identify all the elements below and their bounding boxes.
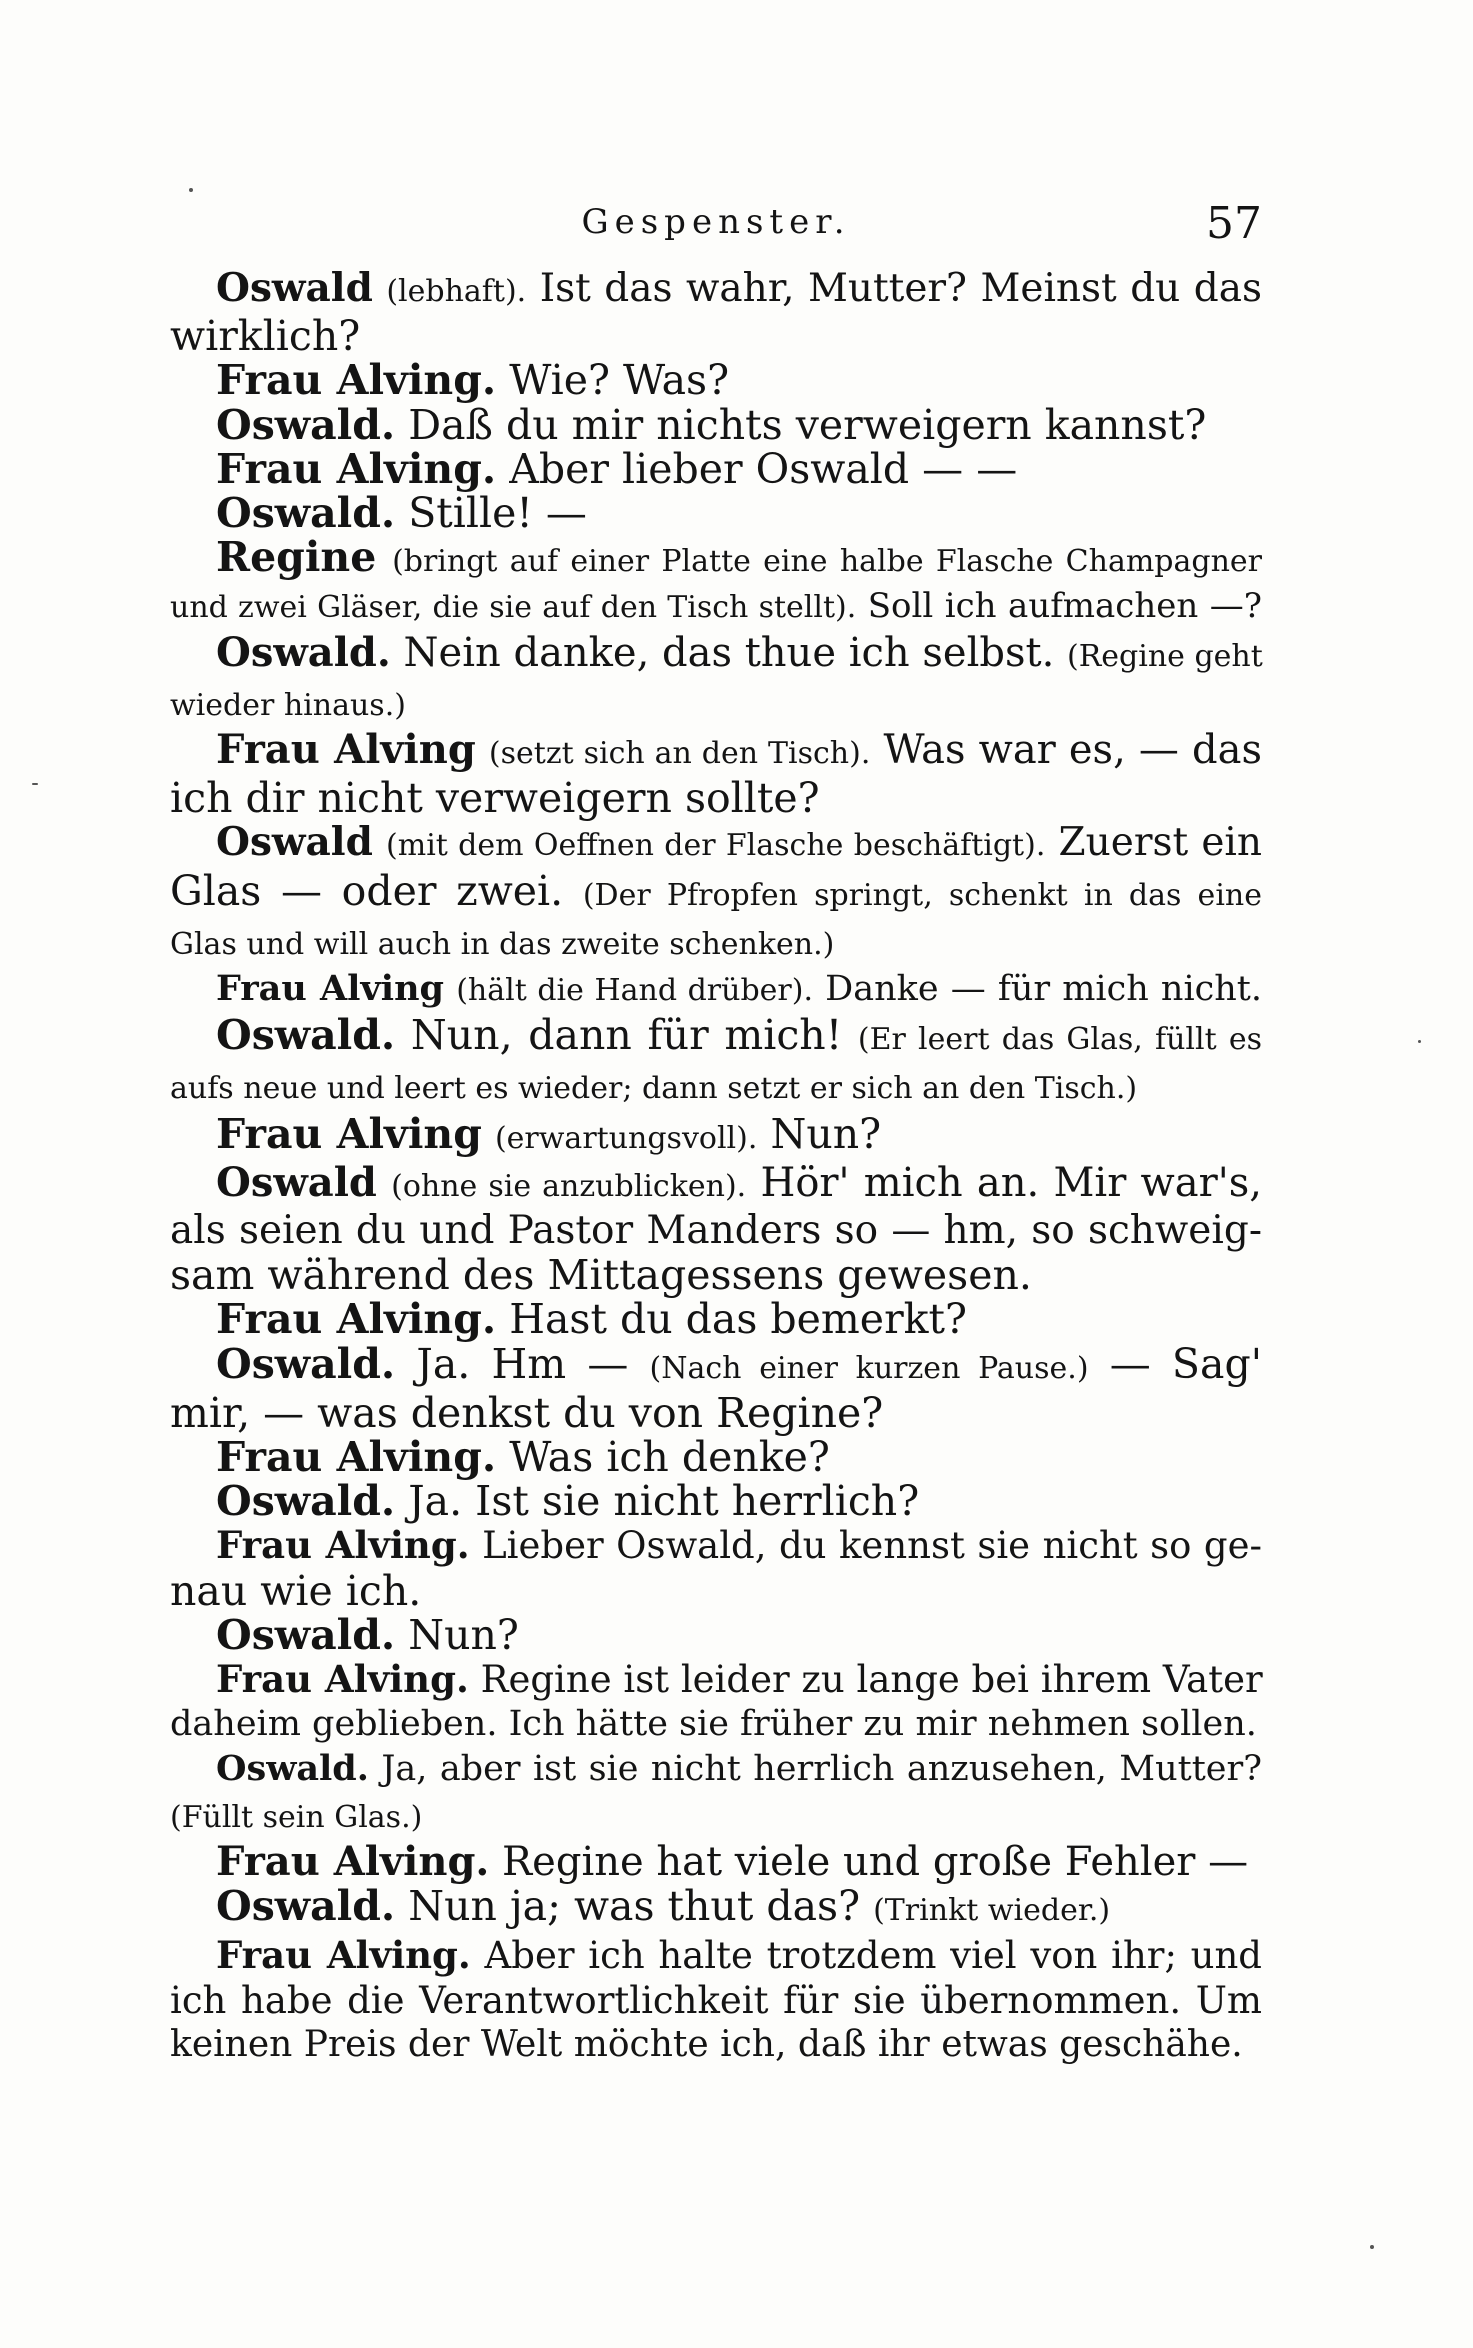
text-line: [170, 1388, 1262, 1437]
text-line: [170, 356, 1262, 405]
text-line: [170, 1209, 1262, 1253]
speaker-name: Frau Alving: [216, 726, 476, 774]
speaker-name: Oswald.: [216, 1747, 369, 1789]
print-speck: [1370, 2245, 1374, 2249]
text-line: [170, 728, 1262, 776]
page-header: [170, 198, 1262, 258]
speaker-name: Oswald.: [216, 1011, 396, 1060]
text-line: [170, 1702, 1262, 1746]
dialogue-text: Regine hat viele und große Fehler —: [489, 1838, 1249, 1885]
running-title: Gespenster.: [581, 202, 851, 242]
dialogue-text: Ja. Hm —: [395, 1339, 650, 1388]
dialogue-text: Was war es, — das: [870, 727, 1262, 774]
speaker-name: Oswald.: [216, 1882, 396, 1931]
dialogue-text: daheim geblieben. Ich hätte sie früher zu mir nehmen sollen.: [170, 1704, 1257, 1745]
dialogue-paragraph: [170, 1884, 1262, 1933]
speaker-name: Frau Alving.: [216, 1933, 471, 1978]
speaker-name: Frau Alving.: [216, 1837, 490, 1885]
text-line: [170, 1109, 1262, 1161]
text-line: [170, 1837, 1262, 1885]
dialogue-text: Hör' mich an. Mir war's,: [746, 1159, 1263, 1206]
text-line: [170, 1339, 1262, 1391]
text-line: [170, 1013, 1262, 1062]
speaker-name: Oswald.: [216, 489, 396, 538]
dialogue-paragraph: [170, 726, 1262, 823]
speaker-name: Regine: [216, 533, 377, 582]
dialogue-text: — Sag': [1088, 1339, 1262, 1388]
stage-direction: (lebhaft).: [386, 274, 527, 309]
dialogue-paragraph: [170, 1477, 1262, 1526]
stage-direction: aufs neue und leert es wieder; dann setzt er sich an den Tisch.): [170, 1071, 1138, 1107]
dialogue-paragraph: [170, 820, 1262, 967]
print-speck: [1418, 1040, 1421, 1043]
dialogue-text: mir, — was denkst du von Regine?: [170, 1388, 884, 1437]
dialogue-paragraph: [170, 628, 1263, 728]
dialogue-paragraph: [170, 1295, 1262, 1344]
dialogue-text: [377, 1160, 391, 1206]
speaker-name: Oswald.: [216, 1610, 396, 1659]
text-line: [170, 1523, 1262, 1568]
dialogue-text: [373, 820, 386, 865]
dialogue-paragraph: [170, 1158, 1263, 1300]
text-line: [170, 400, 1262, 449]
stage-direction: (Trinkt wieder.): [873, 1893, 1111, 1929]
speaker-name: Frau Alving.: [216, 1657, 469, 1702]
stage-direction: (Füllt sein Glas.): [170, 1799, 423, 1835]
speaker-name: Frau Alving.: [216, 444, 497, 493]
dialogue-paragraph: [170, 1339, 1262, 1437]
text-line: [170, 266, 1262, 314]
dialogue-paragraph: [170, 1933, 1262, 2067]
dialogue-paragraph: [170, 1433, 1262, 1482]
text-line: [170, 312, 1262, 361]
dialogue-paragraph: [170, 1837, 1262, 1885]
stage-direction: (mit dem Oeffnen der Flasche beschäftigt).: [386, 828, 1046, 864]
text-line: [170, 774, 1262, 823]
dialogue-text: [376, 533, 392, 581]
print-speck: [32, 783, 38, 785]
text-line: [170, 1158, 1263, 1209]
stage-direction: (ohne sie anzublicken).: [391, 1168, 747, 1204]
dialogue-paragraph: [170, 1747, 1262, 1840]
dialogue-text: Stille! —: [395, 489, 587, 538]
text-line: [170, 1979, 1262, 2023]
dialogue-text: [444, 969, 456, 1009]
dialogue-paragraph: [170, 967, 1262, 1013]
text-line: [170, 444, 1262, 493]
speaker-name: Frau Alving.: [216, 1433, 497, 1482]
text-line: [170, 679, 1262, 728]
text-line: [170, 1933, 1262, 1978]
text-line: [170, 1566, 1262, 1615]
dialogue-text: Nun?: [757, 1109, 882, 1158]
dialogue-paragraph: [170, 400, 1262, 449]
text-line: [170, 1251, 1262, 1300]
dialogue-text: Daß du mir nichts verweigern kannst?: [395, 400, 1207, 449]
dialogue-text: wirklich?: [170, 312, 361, 361]
text-line: [170, 2023, 1262, 2067]
dialogue-paragraph: [170, 444, 1262, 493]
dialogue-text: Lieber Oswald, du kennst sie nicht so ge-: [469, 1524, 1262, 1568]
speaker-name: Frau Alving: [216, 1109, 482, 1158]
text-line: [170, 1884, 1262, 1933]
speaker-name: Frau Alving.: [216, 1295, 497, 1344]
dialogue-text: Regine ist leider zu lange bei ihrem Vater: [468, 1658, 1263, 1702]
text-line: [170, 1747, 1262, 1791]
text-line: [170, 967, 1262, 1013]
dialogue-text: [373, 266, 386, 311]
dialogue-text: sam während des Mittagessens gewesen.: [170, 1251, 1032, 1300]
stage-direction: (Er leert das Glas, füllt es: [857, 1022, 1262, 1058]
dialogue-text: keinen Preis der Welt möchte ich, daß ihr etwas geschähe.: [170, 2023, 1243, 2065]
dialogue-text: ich habe die Verantwortlichkeit für sie übernommen. Um: [170, 1978, 1262, 2022]
text-line: [170, 1657, 1262, 1702]
text-line: [170, 628, 1263, 679]
speaker-name: Oswald.: [216, 400, 396, 449]
dialogue-text: ich dir nicht verweigern sollte?: [170, 774, 820, 823]
dialogue-text: nau wie ich.: [170, 1566, 422, 1615]
text-line: [170, 918, 1262, 967]
text-line: [170, 584, 1262, 630]
stage-direction: wieder hinaus.): [170, 687, 406, 723]
text-line: [170, 1433, 1262, 1482]
play-text: [170, 266, 1262, 2067]
dialogue-paragraph: [170, 265, 1262, 361]
dialogue-text: Nun ja; was thut das?: [395, 1882, 874, 1931]
dialogue-paragraph: [170, 489, 1262, 538]
dialogue-paragraph: [170, 1610, 1262, 1659]
speaker-name: Oswald.: [216, 628, 391, 676]
dialogue-text: [476, 727, 489, 773]
dialogue-text: Danke — für mich nicht.: [813, 969, 1262, 1010]
dialogue-text: Aber lieber Oswald — —: [496, 444, 1018, 493]
speaker-name: Oswald: [216, 265, 373, 311]
dialogue-text: Zuerst ein: [1045, 820, 1263, 866]
dialogue-paragraph: [170, 1013, 1262, 1111]
dialogue-paragraph: [170, 356, 1262, 405]
speaker-name: Frau Alving: [216, 968, 445, 1010]
dialogue-text: Ist das wahr, Mutter? Meinst du das: [526, 266, 1262, 311]
text-line: [170, 820, 1262, 868]
speaker-name: Oswald.: [216, 1339, 396, 1388]
dialogue-text: Aber ich halte trotzdem viel von ihr; und: [470, 1934, 1262, 1978]
speaker-name: Frau Alving.: [216, 1523, 470, 1568]
stage-direction: (erwartungsvoll).: [494, 1120, 758, 1156]
dialogue-paragraph: [170, 1109, 1262, 1161]
dialogue-text: [482, 1110, 495, 1158]
dialogue-text: Soll ich aufmachen —?: [856, 586, 1262, 627]
stage-direction: (Nach einer kurzen Pause.): [649, 1350, 1089, 1386]
text-line: [170, 1791, 1262, 1840]
stage-direction: (Der Pfropfen springt, schenkt in das eine: [582, 877, 1262, 913]
dialogue-text: Nein danke, das thue ich selbst.: [390, 629, 1068, 676]
dialogue-text: Ja. Ist sie nicht herrlich?: [395, 1477, 920, 1526]
stage-direction: und zwei Gläser, die sie auf den Tisch stellt).: [170, 590, 857, 626]
text-line: [170, 1477, 1262, 1526]
page-number: 57: [1206, 198, 1262, 249]
text-line: [170, 489, 1262, 538]
text-line: [170, 1610, 1262, 1659]
stage-direction: (setzt sich an den Tisch).: [488, 736, 871, 772]
speaker-name: Oswald.: [216, 1477, 396, 1526]
dialogue-text: Was ich denke?: [496, 1433, 830, 1482]
dialogue-text: Ja, aber ist sie nicht herrlich anzusehen, Mutter?: [368, 1748, 1262, 1789]
stage-direction: (bringt auf einer Platte eine halbe Flasche Champagner: [392, 544, 1262, 580]
print-speck: [189, 188, 193, 192]
dialogue-paragraph: [170, 535, 1262, 630]
speaker-name: Oswald: [216, 819, 373, 866]
dialogue-text: als seien du und Pastor Manders so — hm, so schweig-: [170, 1208, 1262, 1254]
dialogue-text: Glas — oder zwei.: [170, 866, 583, 915]
stage-direction: (Regine geht: [1067, 638, 1263, 674]
text-line: [170, 866, 1262, 918]
text-line: [170, 1062, 1262, 1111]
dialogue-paragraph: [170, 1657, 1262, 1746]
stage-direction: (hält die Hand drüber).: [456, 973, 813, 1009]
speaker-name: Frau Alving.: [216, 356, 497, 405]
stage-direction: Glas und will auch in das zweite schenken.): [170, 926, 835, 962]
dialogue-text: Nun?: [395, 1610, 519, 1659]
dialogue-text: Hast du das bemerkt?: [496, 1295, 967, 1344]
speaker-name: Oswald: [216, 1158, 377, 1206]
text-line: [170, 1295, 1262, 1344]
dialogue-paragraph: [170, 1523, 1262, 1615]
dialogue-text: Nun, dann für mich!: [395, 1011, 858, 1060]
text-line: [170, 535, 1262, 584]
dialogue-text: Wie? Was?: [496, 356, 730, 405]
